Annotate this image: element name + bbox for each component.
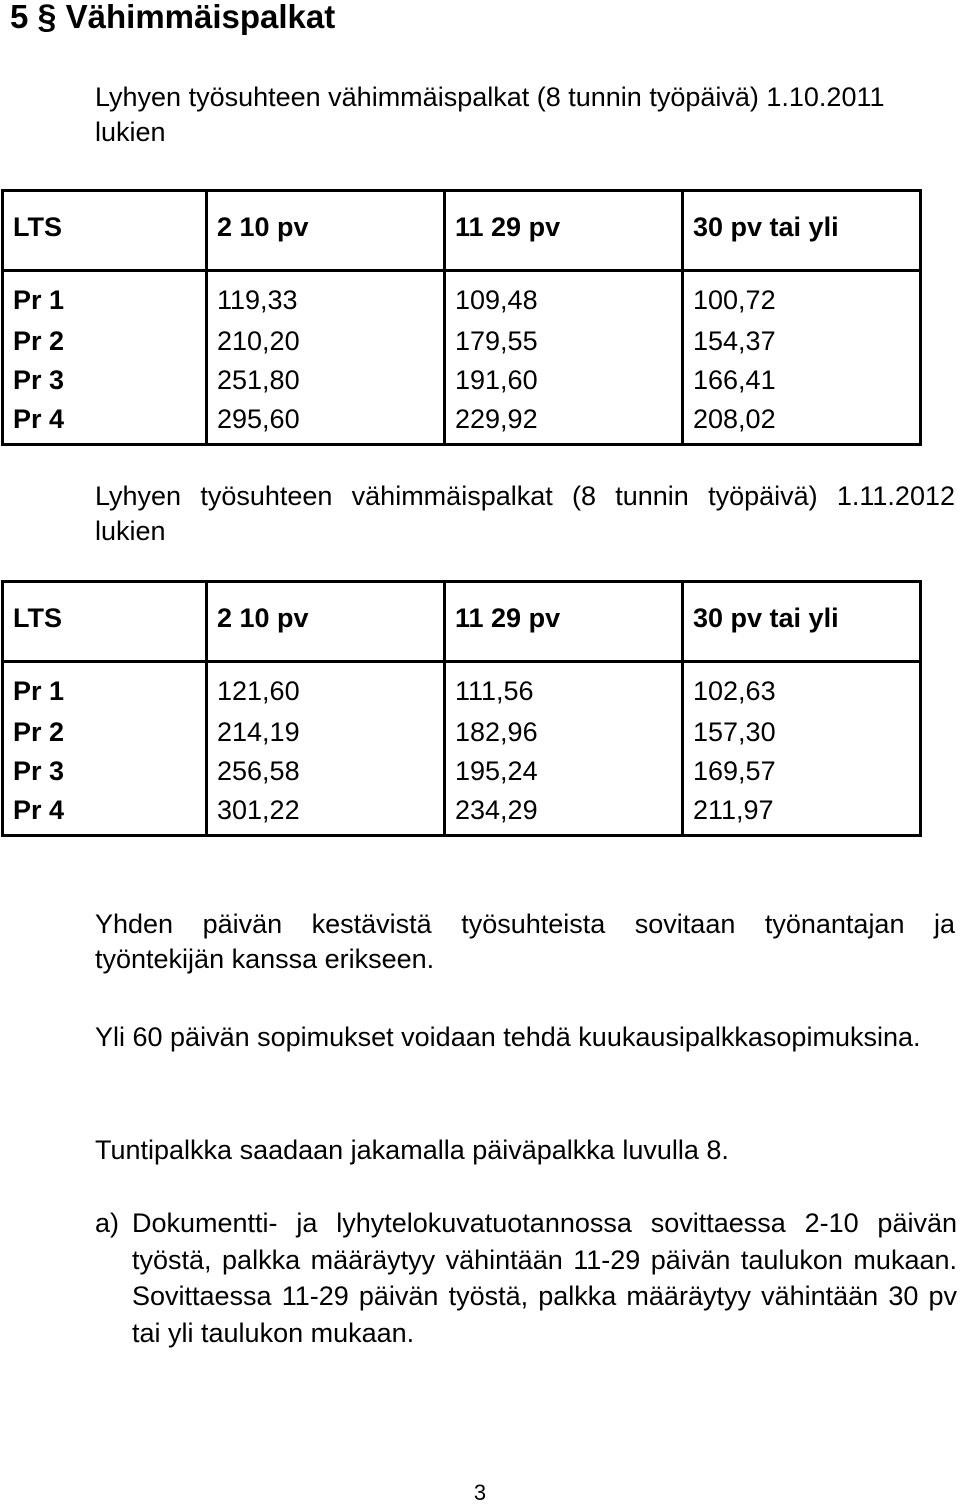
table-header-row (3, 582, 921, 662)
table-cell: 208,02 (683, 400, 921, 445)
column-header: 11 29 pv (445, 582, 683, 662)
section-number: 5 (10, 0, 29, 35)
table-cell: 157,30 (683, 713, 921, 752)
column-header: LTS (3, 191, 207, 271)
table-cell: 191,60 (445, 361, 683, 400)
row-label: Pr 4 (3, 791, 207, 836)
table-cell: 211,97 (683, 791, 921, 836)
section-heading (10, 0, 335, 42)
table-cell: 100,72 (683, 271, 921, 323)
column-header: 11 29 pv (445, 191, 683, 271)
table-cell: 210,20 (207, 322, 445, 361)
table-cell: 166,41 (683, 361, 921, 400)
section-sign: § (37, 0, 57, 36)
column-header: 2 10 pv (207, 582, 445, 662)
table-cell: 251,80 (207, 361, 445, 400)
table-row (3, 713, 921, 752)
list-marker: a) (95, 1208, 120, 1238)
table-cell: 179,55 (445, 322, 683, 361)
table-cell: 234,29 (445, 791, 683, 836)
table-row (3, 752, 921, 791)
table-row (3, 322, 921, 361)
table-cell: 169,57 (683, 752, 921, 791)
salary-table-2012 (1, 580, 922, 837)
row-label: Pr 1 (3, 271, 207, 323)
table-row (3, 361, 921, 400)
section-title: Vähimmäispalkat (65, 0, 336, 35)
table-cell: 102,63 (683, 662, 921, 714)
table-cell: 109,48 (445, 271, 683, 323)
row-label: Pr 3 (3, 361, 207, 400)
table-cell: 111,56 (445, 662, 683, 714)
table-row (3, 400, 921, 445)
intro-2012: Lyhyen työsuhteen vähimmäispalkat (8 tunnin työpäivä) 1.11.2012 lukien (95, 481, 955, 546)
paragraph-60-day-contracts: Yli 60 päivän sopimukset voidaan tehdä kuukausipalkkasopimuksina. (95, 1022, 921, 1052)
table-cell: 154,37 (683, 322, 921, 361)
paragraph-hourly-wage: Tuntipalkka saadaan jakamalla päiväpalkka luvulla 8. (95, 1135, 729, 1165)
row-label: Pr 4 (3, 400, 207, 445)
list-item-text: Dokumentti- ja lyhytelokuvatuotannossa sovittaessa 2-10 päivän työstä, palkka määräytyy vähintään 11-29 päivän taulukon mukaan. Sovittaessa 11-29 päivän työstä, palkka määräytyy vähintään 30 pv tai yli taulukon mukaan. (132, 1208, 957, 1348)
page-number: 3 (473, 1480, 487, 1505)
table-cell: 214,19 (207, 713, 445, 752)
table-cell: 301,22 (207, 791, 445, 836)
intro-2011: Lyhyen työsuhteen vähimmäispalkat (8 tunnin työpäivä) 1.10.2011 lukien (95, 82, 885, 147)
table-cell: 295,60 (207, 400, 445, 445)
table-row (3, 791, 921, 836)
row-label: Pr 3 (3, 752, 207, 791)
table-cell: 229,92 (445, 400, 683, 445)
column-header: 2 10 pv (207, 191, 445, 271)
row-label: Pr 1 (3, 662, 207, 714)
table-cell: 195,24 (445, 752, 683, 791)
row-label: Pr 2 (3, 322, 207, 361)
list-item-a (95, 1205, 957, 1351)
table-row (3, 271, 921, 323)
column-header: 30 pv tai yli (683, 582, 921, 662)
table-cell: 256,58 (207, 752, 445, 791)
row-label: Pr 2 (3, 713, 207, 752)
table-cell: 121,60 (207, 662, 445, 714)
column-header: 30 pv tai yli (683, 191, 921, 271)
table-cell: 119,33 (207, 271, 445, 323)
paragraph-one-day-contracts: Yhden päivän kestävistä työsuhteista sovitaan työnantajan ja työntekijän kanssa erikseen. (95, 909, 955, 974)
table-header-row (3, 191, 921, 271)
table-cell: 182,96 (445, 713, 683, 752)
salary-table-2011 (1, 189, 922, 446)
table-row (3, 662, 921, 714)
column-header: LTS (3, 582, 207, 662)
